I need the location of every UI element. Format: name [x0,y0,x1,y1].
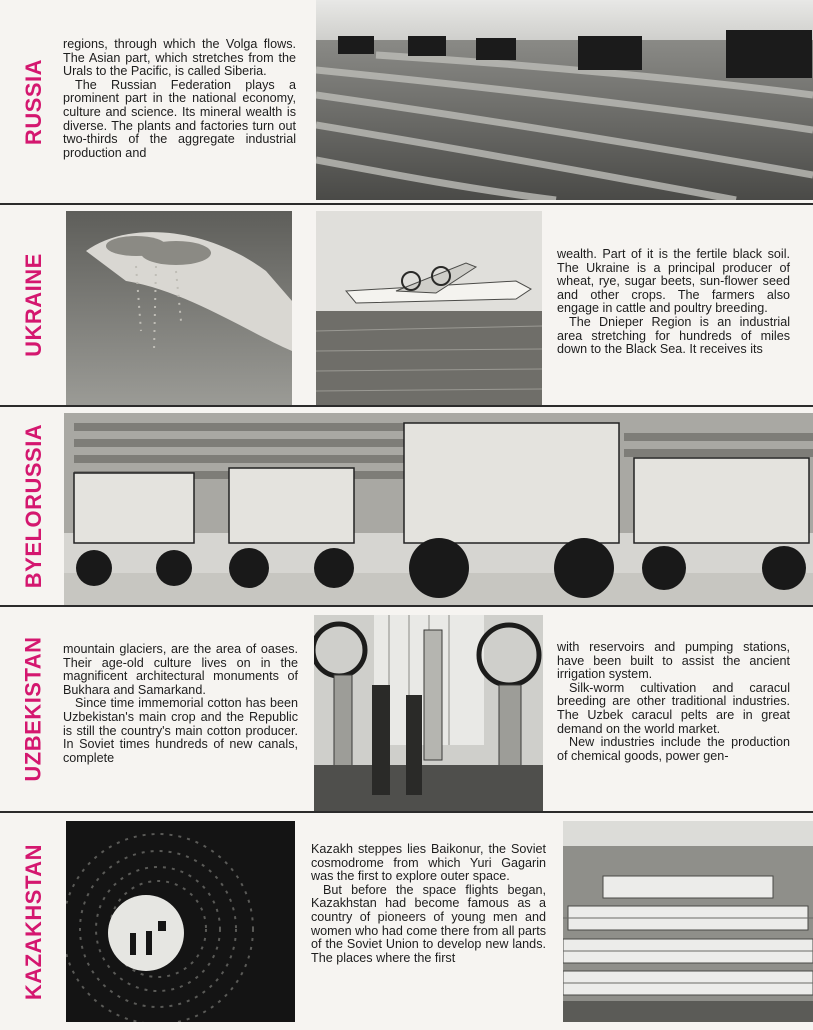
uzbekistan-paragraph-1: mountain glaciers, are the area of oases. Their age-old culture lives on in the magnificent architectural monuments of Bukhara and Samarkand. [63,642,298,697]
section-uzbekistan [0,607,813,811]
uzbekistan-text-left [63,643,298,765]
section-label-kazakhstan: KAZAKHSTAN [21,843,47,1000]
uzbekistan-text-right [557,641,790,763]
russia-text [63,38,296,160]
kazakhstan-paragraph-2: But before the space flights began, Kazakhstan had become famous as a country of pioneers of young men and women who had come there from all parts of the Soviet Union to develop new lands. The places where the first [311,882,546,965]
ukraine-paragraph-2: The Dnieper Region is an industrial area stretching for hundreds of miles down to the Black Sea. It receives its [557,314,790,357]
photo-hands-with-grain [66,211,292,405]
photo-harvesters-field [316,0,813,200]
kazakhstan-text [311,843,546,965]
ukraine-paragraph-1: wealth. Part of it is the fertile black soil. The Ukraine is a principal producer of wheat, rye, sugar beets, sun-flower seed and other crops. The farmers also engage in cattle and poultry breeding. [557,247,790,316]
russia-paragraph-1: regions, through which the Volga flows. The Asian part, which stretches from the Urals to the Pacific, is called Siberia. [63,37,296,79]
uzbekistan-paragraph-5: New industries include the production of chemical goods, power gen- [557,735,790,763]
section-kazakhstan [0,813,813,1030]
russia-paragraph-2: The Russian Federation plays a prominent part in the national economy, culture and science. Its mineral wealth is diverse. The plants and factories turn out two-thirds of the aggregate industrial production and [63,77,296,160]
photo-town-buildings [563,821,813,1022]
section-label-uzbekistan: UZBEKISTAN [21,636,46,782]
photo-aircraft-over-wheat [316,211,542,405]
section-ukraine [0,205,813,405]
photo-pumping-station [314,615,543,811]
photo-dump-trucks [64,413,813,605]
section-label-byelorussia: BYELORUSSIA [21,423,47,589]
section-label-russia: RUSSIA [21,58,46,145]
uzbekistan-paragraph-3: with reservoirs and pumping stations, have been built to assist the ancient irrigation system. [557,640,790,682]
uzbekistan-paragraph-4: Silk-worm cultivation and caracul breeding are other traditional industries. The Uzbek caracul pelts are in great demand on the world market. [557,680,790,736]
section-russia [0,0,813,203]
ukraine-text [557,248,790,357]
kazakhstan-paragraph-1: Kazakh steppes lies Baikonur, the Soviet cosmodrome from which Yuri Gagarin was the first to explore outer space. [311,842,546,884]
uzbekistan-paragraph-2: Since time immemorial cotton has been Uzbekistan's main crop and the Republic is still the country's main cotton producer. In Soviet times hundreds of new canals, complete [63,696,298,765]
photo-tunnel-structure [66,821,295,1022]
section-label-ukraine: UKRAINE [21,253,47,357]
section-byelorussia [0,407,813,605]
